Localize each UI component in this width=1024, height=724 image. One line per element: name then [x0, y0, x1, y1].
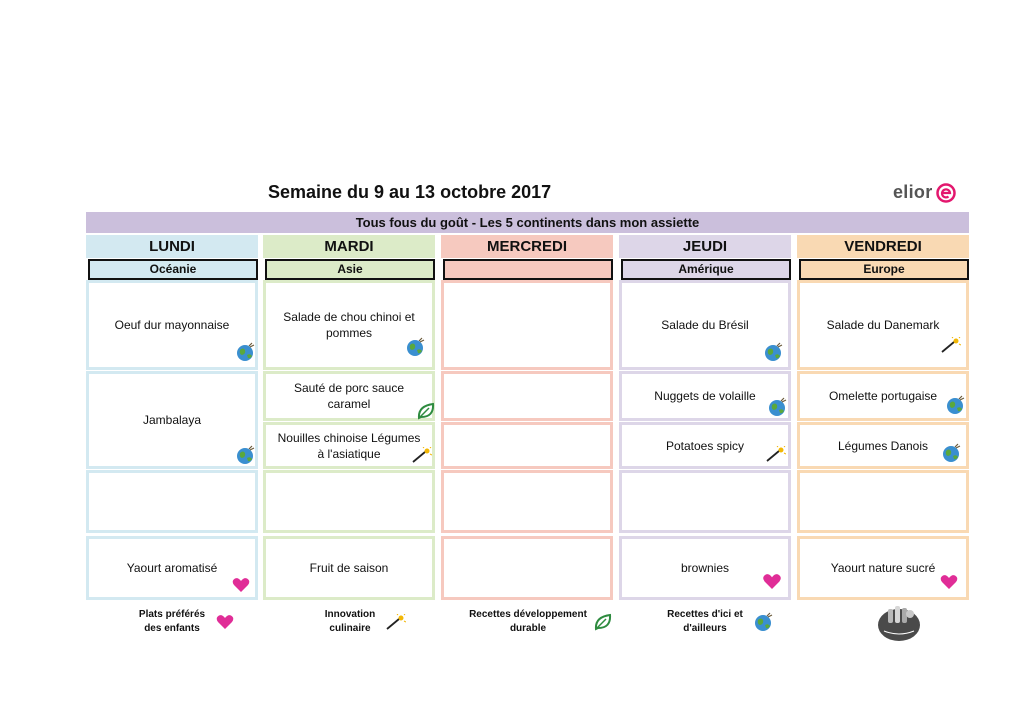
- heart-icon: [940, 574, 958, 590]
- legend-favorites: [132, 608, 234, 636]
- globe-icon: [768, 397, 788, 417]
- day-header: JEUDI: [619, 235, 791, 258]
- globe-icon: [236, 342, 256, 362]
- day-column-vendredi: [797, 235, 969, 600]
- day-header: VENDREDI: [797, 235, 969, 258]
- legend-label: Innovation culinaire: [324, 609, 376, 634]
- theme-banner: Tous fous du goût - Les 5 continents dans mon assiette: [86, 212, 969, 233]
- day-header: LUNDI: [86, 235, 258, 258]
- menu-cell: [797, 536, 969, 600]
- menu-cell: [86, 280, 258, 370]
- menu-item: Jambalaya: [142, 413, 202, 427]
- menu-item: Sauté de porc sauce caramel: [293, 381, 405, 411]
- day-column-jeudi: [619, 235, 791, 600]
- menu-cell: [86, 470, 258, 533]
- menu-cell: [619, 536, 791, 600]
- wand-icon: [941, 337, 961, 353]
- continent-label: Océanie: [88, 259, 258, 280]
- day-column-lundi: [86, 235, 258, 600]
- day-header: MARDI: [263, 235, 435, 258]
- menu-item: Yaourt nature sucré: [830, 561, 936, 575]
- menu-item: Nouilles chinoise Légumes à l'asiatique: [277, 430, 421, 461]
- menu-cell: [441, 371, 613, 421]
- brand-name: elior: [893, 182, 933, 202]
- menu-item: Yaourt aromatisé: [126, 561, 218, 575]
- elior-logo: [893, 182, 956, 203]
- menu-cell: [619, 470, 791, 533]
- heart-icon: [216, 614, 234, 630]
- menu-item: Fruit de saison: [309, 561, 389, 575]
- heart-icon: [232, 577, 250, 593]
- day-header: MERCREDI: [441, 235, 613, 258]
- continent-label: [443, 259, 613, 280]
- wand-icon: [766, 446, 786, 462]
- menu-cell: [797, 470, 969, 533]
- menu-cell: [441, 280, 613, 370]
- menu-item: Oeuf dur mayonnaise: [114, 318, 230, 332]
- legend-label: Recettes d'ici et d'ailleurs: [667, 609, 743, 634]
- wand-icon: [412, 447, 432, 463]
- menu-cell: [797, 371, 969, 421]
- menu-cell: [263, 371, 435, 421]
- menu-item: Omelette portugaise: [828, 389, 938, 403]
- elior-mark-icon: [936, 183, 956, 203]
- day-column-mardi: [263, 235, 435, 600]
- legend-innovation: [318, 608, 406, 636]
- legend-sustainable: [466, 608, 612, 636]
- menu-cell: [441, 422, 613, 469]
- menu-item: brownies: [680, 561, 730, 575]
- menu-item: Nuggets de volaille: [654, 389, 756, 403]
- menu-item: Potatoes spicy: [665, 438, 745, 453]
- menu-item: Salade du Brésil: [661, 318, 749, 332]
- leaf-icon: [417, 402, 435, 420]
- menu-cell: [263, 536, 435, 600]
- legend-label: Recettes développement durable: [469, 609, 587, 634]
- globe-icon: [942, 443, 962, 463]
- menu-cell: [797, 280, 969, 370]
- page-title: Semaine du 9 au 13 octobre 2017: [268, 182, 552, 202]
- legend-label: Plats préférés des enfants: [138, 609, 206, 634]
- globe-icon: [236, 445, 256, 465]
- day-column-mercredi: [441, 235, 613, 600]
- wand-icon: [386, 614, 406, 630]
- continent-label: Amérique: [621, 259, 791, 280]
- menu-item: Salade de chou chinoi et pommes: [283, 310, 415, 340]
- heart-icon: [762, 573, 782, 590]
- globe-icon: [754, 612, 774, 632]
- continent-label: Europe: [799, 259, 969, 280]
- menu-cell: [86, 371, 258, 469]
- globe-icon: [764, 342, 784, 362]
- menu-cell: [441, 470, 613, 533]
- menu-cell: [619, 371, 791, 421]
- continent-label: Asie: [265, 259, 435, 280]
- menu-item: Légumes Danois: [837, 438, 929, 453]
- menu-cell: [441, 536, 613, 600]
- chef-badge-icon: [876, 603, 922, 643]
- leaf-icon: [594, 613, 612, 631]
- menu-item: Salade du Danemark: [826, 318, 940, 332]
- globe-icon: [946, 395, 966, 415]
- legend-local-world: [660, 608, 774, 636]
- menu-cell: [263, 470, 435, 533]
- menu-cell: [263, 422, 435, 469]
- globe-icon: [406, 337, 426, 357]
